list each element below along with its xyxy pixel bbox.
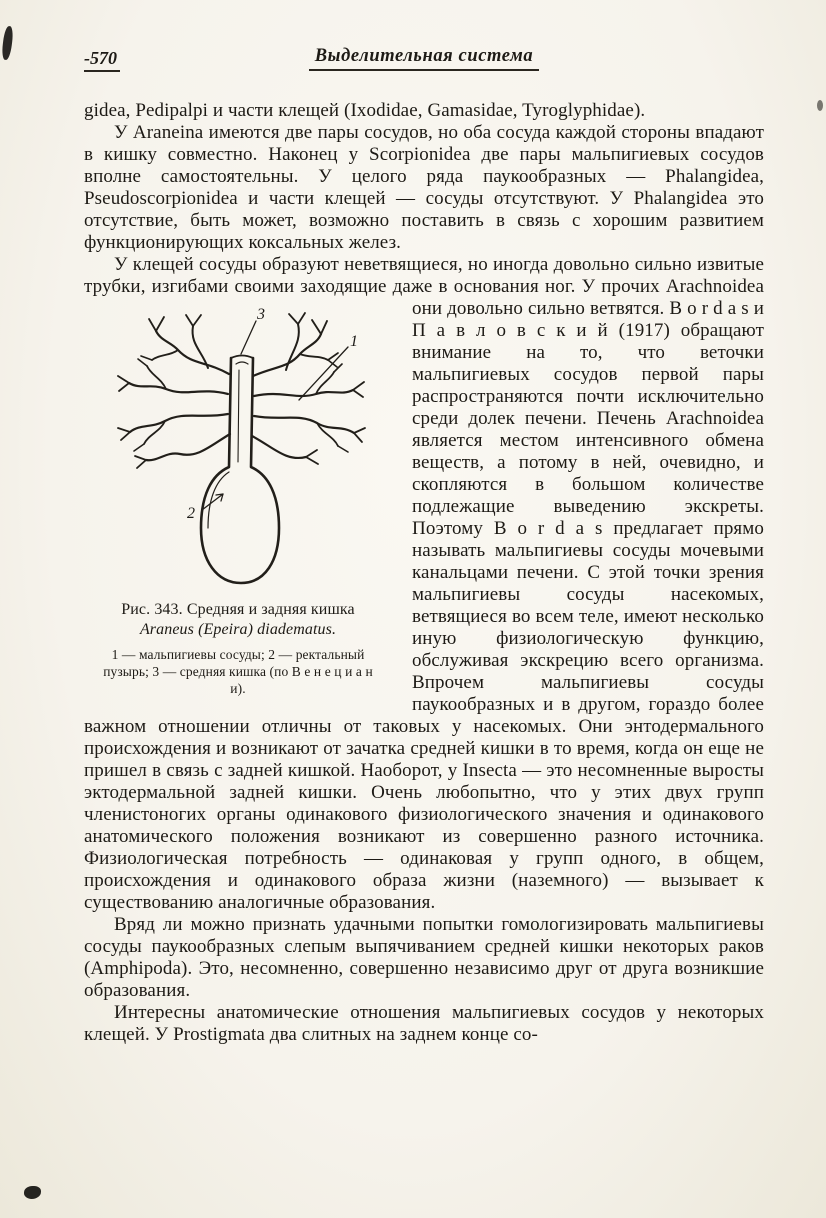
- body-paragraph: Интересны анатомические отношения мальпигиевых сосудов у некоторых клещей. У Prostigmata два слитных на заднем конце со-: [84, 1002, 764, 1045]
- paragraph-text: У прочих Arachnoidea они довольно сильно ветвятся. B o r d a s и П а в л о в с к и й (1917) обращают внимание на то, что веточки мальпигиевых сосудов первой пары распространяются почти исключительно среди долек печени. Печень Arachnoidea является местом интенсивного обмена веществ, а потому в ней, очевидно, и скопляются в большом количестве подлежащие выведению экскреты. Поэтому B o r d a s предлагает прямо называть мальпигиевы сосуды мочевыми канальцами печени. С этой точки зрения мальпигиевы сосуды насекомых, ветвящиеся во всем теле, имеют несколько иную физиологическую функцию, обслуживая экскрецию всего организма. Впрочем мальпигиевы сосуды паукообразных и в другом, гораздо более важном отношении отличны от таковых у насекомых. Они энтодермального происхождения и возникают от зачатка средней кишки в то время, когда он еще не пришел в связь с задней кишкой. Наоборот, у Insecta — это несомненные выросты эктодермальной задней кишки. Очень любопытно, что у этих двух групп членистоногих органы одинакового физиологического значения и одинакового анатомического положения возникают из совершенно разного источника. Физиологическая потребность — одинаковая у групп одного, в общем, происхождения и одинакового образа жизни (наземного) — вызывает к существованию аналогичные образования.: [84, 276, 764, 913]
- running-title: Выделительная система: [309, 46, 540, 71]
- body-paragraph: Вряд ли можно признать удачными попытки гомологизировать мальпигиевы сосуды паукообразных слепым выпячиванием средней кишки некоторых раков (Amphipoda). Это, несомненно, совершенно независимо друг от друга возникшие образования.: [84, 914, 764, 1001]
- figure-343: [84, 304, 392, 697]
- body-paragraph-continuation: gidea, Pedipalpi и части клещей (Ixodidae, Gamasidae, Tyroglyphidae).: [84, 100, 646, 121]
- page-number: -570: [84, 48, 120, 72]
- figure-label-bladder: 2: [187, 505, 196, 522]
- figure-label-midgut: 3: [257, 306, 266, 323]
- figure-caption: [84, 600, 392, 640]
- figure-drawing-midgut-hindgut: [90, 304, 386, 592]
- paragraph-text: У клещей сосуды образуют неветвящиеся, но иногда довольно сильно извитые трубки, изгибами своими заходящие даже в основания ног.: [84, 254, 764, 297]
- body-paragraph: У Araneina имеются две пары сосудов, но оба сосуда каждой стороны впадают в кишку совместно. Наконец у Scorpionidea две пары мальпигиевых сосудов вполне самостоятельны. У целого ряда паукообразных — Phalangidea, Pseudoscorpionidea и части клещей — сосуды отсутствуют. У Phalangidea это отсутствие, быть может, возможно поставить в связь с хорошим развитием функционирующих коксальных желез.: [84, 122, 764, 253]
- figure-caption-title: Рис. 343. Средняя и задняя кишка: [121, 601, 355, 618]
- page-body: [84, 100, 764, 1046]
- figure-caption-species: Araneus (Epeira) diadematus.: [139, 621, 337, 638]
- scan-artifact: [24, 1186, 41, 1199]
- figure-legend: 1 — мальпигиевы сосуды; 2 — ректальный пузырь; 3 — средняя кишка (по В е н е ц и а н и).: [103, 647, 373, 696]
- body-paragraph-with-figure: [84, 254, 764, 914]
- figure-label-tubules: 1: [350, 333, 359, 350]
- page-header: [84, 46, 764, 76]
